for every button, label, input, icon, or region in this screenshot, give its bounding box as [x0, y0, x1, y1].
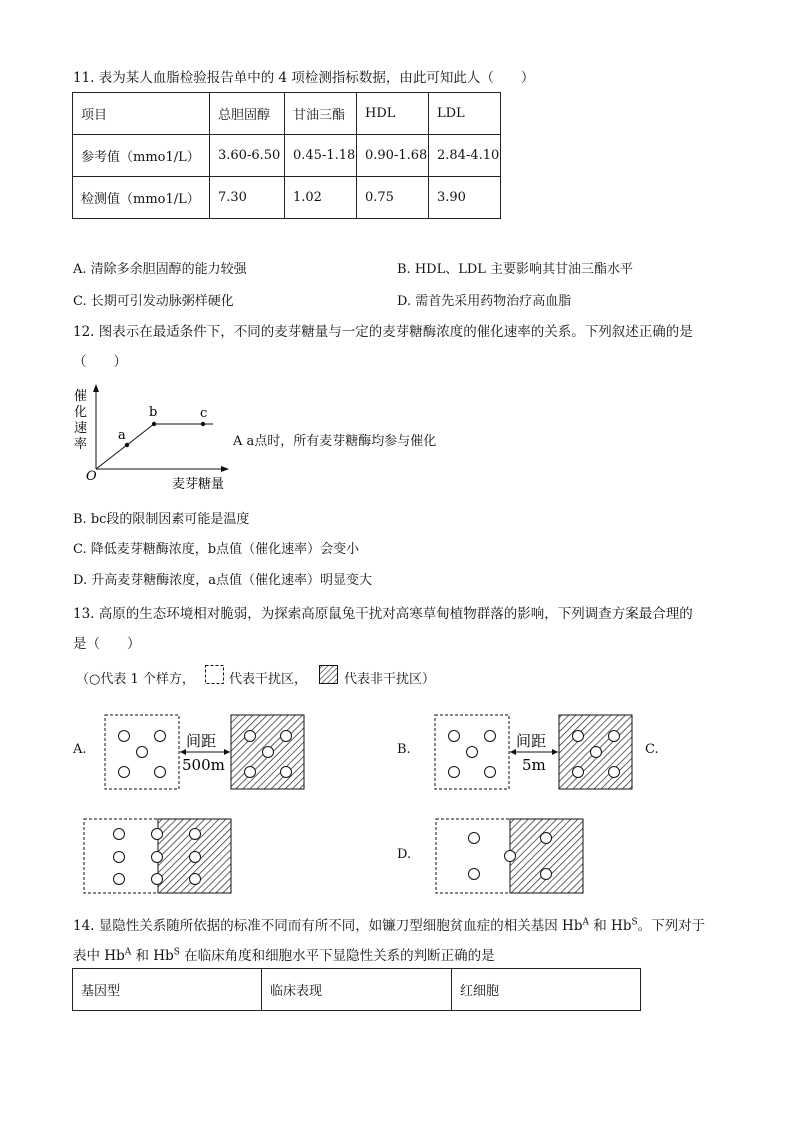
table-cell: 甘油三酯 — [285, 93, 357, 135]
table-cell: 基因型 — [73, 969, 262, 1011]
q11-table — [72, 92, 501, 219]
point-a — [125, 443, 129, 447]
sample-plot — [245, 731, 256, 742]
superscript: A — [582, 917, 589, 928]
sample-plot — [469, 869, 480, 880]
q14-stem-line2 — [73, 944, 495, 964]
sample-plot — [573, 731, 584, 742]
superscript: A — [124, 947, 132, 958]
q11-stem: 11. 表为某人血脂检验报告单中的 4 项检测指标数据，由此可知此人（ ） — [73, 70, 535, 86]
q14-text: 。下列对于 — [637, 918, 706, 934]
table-row — [73, 135, 501, 177]
point-b — [152, 422, 156, 426]
sample-plot — [541, 869, 552, 880]
q13-legend-disturbed: 代表干扰区， — [229, 672, 308, 687]
q12-stem-line1: 12. 图表示在最适条件下，不同的麦芽糖量与一定的麦芽糖酶浓度的催化速率的关系。下列叙述正确的是 — [73, 324, 693, 340]
sample-plot — [573, 767, 584, 778]
disturbed-area — [436, 819, 510, 893]
x-label: 麦芽糖量 — [172, 477, 225, 492]
q12-graph — [70, 380, 240, 495]
sample-plot — [449, 731, 460, 742]
superscript: S — [631, 917, 638, 928]
sample-plot — [119, 731, 130, 742]
sample-plot — [114, 874, 125, 885]
table-cell: 总胆固醇 — [210, 93, 285, 135]
sample-plot — [469, 833, 480, 844]
arrow-left-icon — [180, 749, 186, 755]
sample-plot — [591, 747, 602, 758]
sample-plot — [155, 767, 166, 778]
y-label-char: 催 — [74, 389, 88, 404]
q12-option-c: C. 降低麦芽糖酶浓度，b点值（催化速率）会变小 — [73, 542, 360, 557]
q13-stem-line1: 13. 高原的生态环境相对脆弱，为探索高原鼠兔干扰对高寒草甸植物群落的影响，下列调查方案最合理的 — [73, 606, 693, 622]
q13-diagram-a — [100, 712, 310, 792]
sample-plot — [190, 829, 201, 840]
table-cell: 检测值（mmo1/L） — [73, 177, 210, 219]
table-row — [73, 177, 501, 219]
q14-text: 和 Hb — [588, 918, 632, 934]
q14-stem-line1 — [73, 914, 705, 934]
q12-option-a: A a点时，所有麦芽糖酶均参与催化 — [233, 434, 437, 449]
table-cell: 0.75 — [357, 177, 429, 219]
q14-text: 14. 显隐性关系随所依据的标准不同而有所不同，如镰刀型细胞贫血症的相关基因 Hb — [73, 918, 583, 934]
sample-plot — [155, 731, 166, 742]
sample-plot — [609, 731, 620, 742]
q13-diagram-c — [80, 816, 236, 896]
arrow-left-icon — [510, 749, 516, 755]
undisturbed-area — [510, 819, 583, 893]
table-cell: 3.90 — [429, 177, 501, 219]
sample-plot — [449, 767, 460, 778]
gap-value: 5m — [522, 756, 546, 774]
q12-stem-line2: （ ） — [73, 354, 127, 370]
sample-plot — [190, 874, 201, 885]
gap-value: 500m — [182, 756, 225, 774]
table-cell: 0.90-1.68 — [357, 135, 429, 177]
q14-text: 表中 Hb — [73, 948, 125, 964]
q14-table — [72, 968, 641, 1011]
table-cell: 3.60-6.50 — [210, 135, 285, 177]
point-c-label: c — [200, 406, 208, 421]
sample-plot — [467, 747, 478, 758]
sample-plot — [541, 833, 552, 844]
sample-plot — [119, 767, 130, 778]
table-cell: 参考值（mmo1/L） — [73, 135, 210, 177]
dashed-box-icon — [204, 664, 226, 686]
hatched-box-icon — [318, 664, 340, 686]
table-cell: 1.02 — [285, 177, 357, 219]
arrow-right-icon — [224, 749, 230, 755]
q13-diagram-b — [430, 712, 640, 792]
y-label-char: 率 — [74, 437, 88, 452]
y-label-char: 化 — [74, 405, 88, 420]
q13-legend-undisturbed: 代表非干扰区） — [344, 672, 436, 687]
sample-plot — [190, 852, 201, 863]
q11-option-c: C. 长期可引发动脉粥样硬化 — [73, 294, 234, 309]
q13-diagram-d — [432, 816, 588, 896]
q13-legend-open: （○代表 1 个样方， — [76, 672, 195, 687]
q13-label-c: C. — [645, 742, 659, 757]
sample-plot — [137, 747, 148, 758]
q13-label-a: A. — [73, 742, 87, 757]
q14-text: 在临床角度和细胞水平下显隐性关系的判断正确的是 — [179, 948, 495, 964]
sample-plot — [485, 731, 496, 742]
sample-plot — [485, 767, 496, 778]
sample-plot — [114, 852, 125, 863]
x-axis-arrow — [221, 466, 229, 472]
superscript: S — [173, 947, 180, 958]
table-cell: HDL — [357, 93, 429, 135]
point-b-label: b — [149, 405, 158, 420]
sample-plot — [152, 874, 163, 885]
q11-option-d: D. 需首先采用药物治疗高血脂 — [397, 294, 572, 309]
sample-plot — [281, 767, 292, 778]
table-cell: LDL — [429, 93, 501, 135]
table-cell: 项目 — [73, 93, 210, 135]
table-cell: 临床表现 — [262, 969, 452, 1011]
q11-option-a: A. 清除多余胆固醇的能力较强 — [73, 262, 247, 277]
q13-label-d: D. — [397, 847, 412, 862]
arrow-right-icon — [552, 749, 558, 755]
q12-option-d: D. 升高麦芽糖酶浓度，a点值（催化速率）明显变大 — [73, 573, 372, 588]
gap-label: 间距 — [186, 732, 217, 750]
sample-plot — [245, 767, 256, 778]
y-label-char: 速 — [74, 421, 88, 436]
q13-label-b: B. — [397, 742, 411, 757]
sample-plot — [505, 851, 516, 862]
sample-plot — [263, 747, 274, 758]
q13-stem-line2: 是（ ） — [73, 636, 141, 652]
sample-plot — [152, 852, 163, 863]
sample-plot — [609, 767, 620, 778]
table-cell: 红细胞 — [452, 969, 641, 1011]
y-axis-arrow — [93, 384, 99, 392]
sample-plot — [114, 829, 125, 840]
point-a-label: a — [118, 428, 126, 443]
gap-label: 间距 — [516, 732, 547, 750]
point-c — [201, 422, 205, 426]
sample-plot — [152, 829, 163, 840]
origin-label: O — [86, 469, 97, 484]
table-cell: 2.84-4.10 — [429, 135, 501, 177]
table-row — [73, 93, 501, 135]
q11-option-b: B. HDL、LDL 主要影响其甘油三酯水平 — [397, 262, 634, 277]
q12-option-b: B. bc段的限制因素可能是温度 — [73, 512, 250, 527]
sample-plot — [281, 731, 292, 742]
table-cell: 7.30 — [210, 177, 285, 219]
table-row — [73, 969, 641, 1011]
table-cell: 0.45-1.18 — [285, 135, 357, 177]
q14-text: 和 Hb — [131, 948, 174, 964]
